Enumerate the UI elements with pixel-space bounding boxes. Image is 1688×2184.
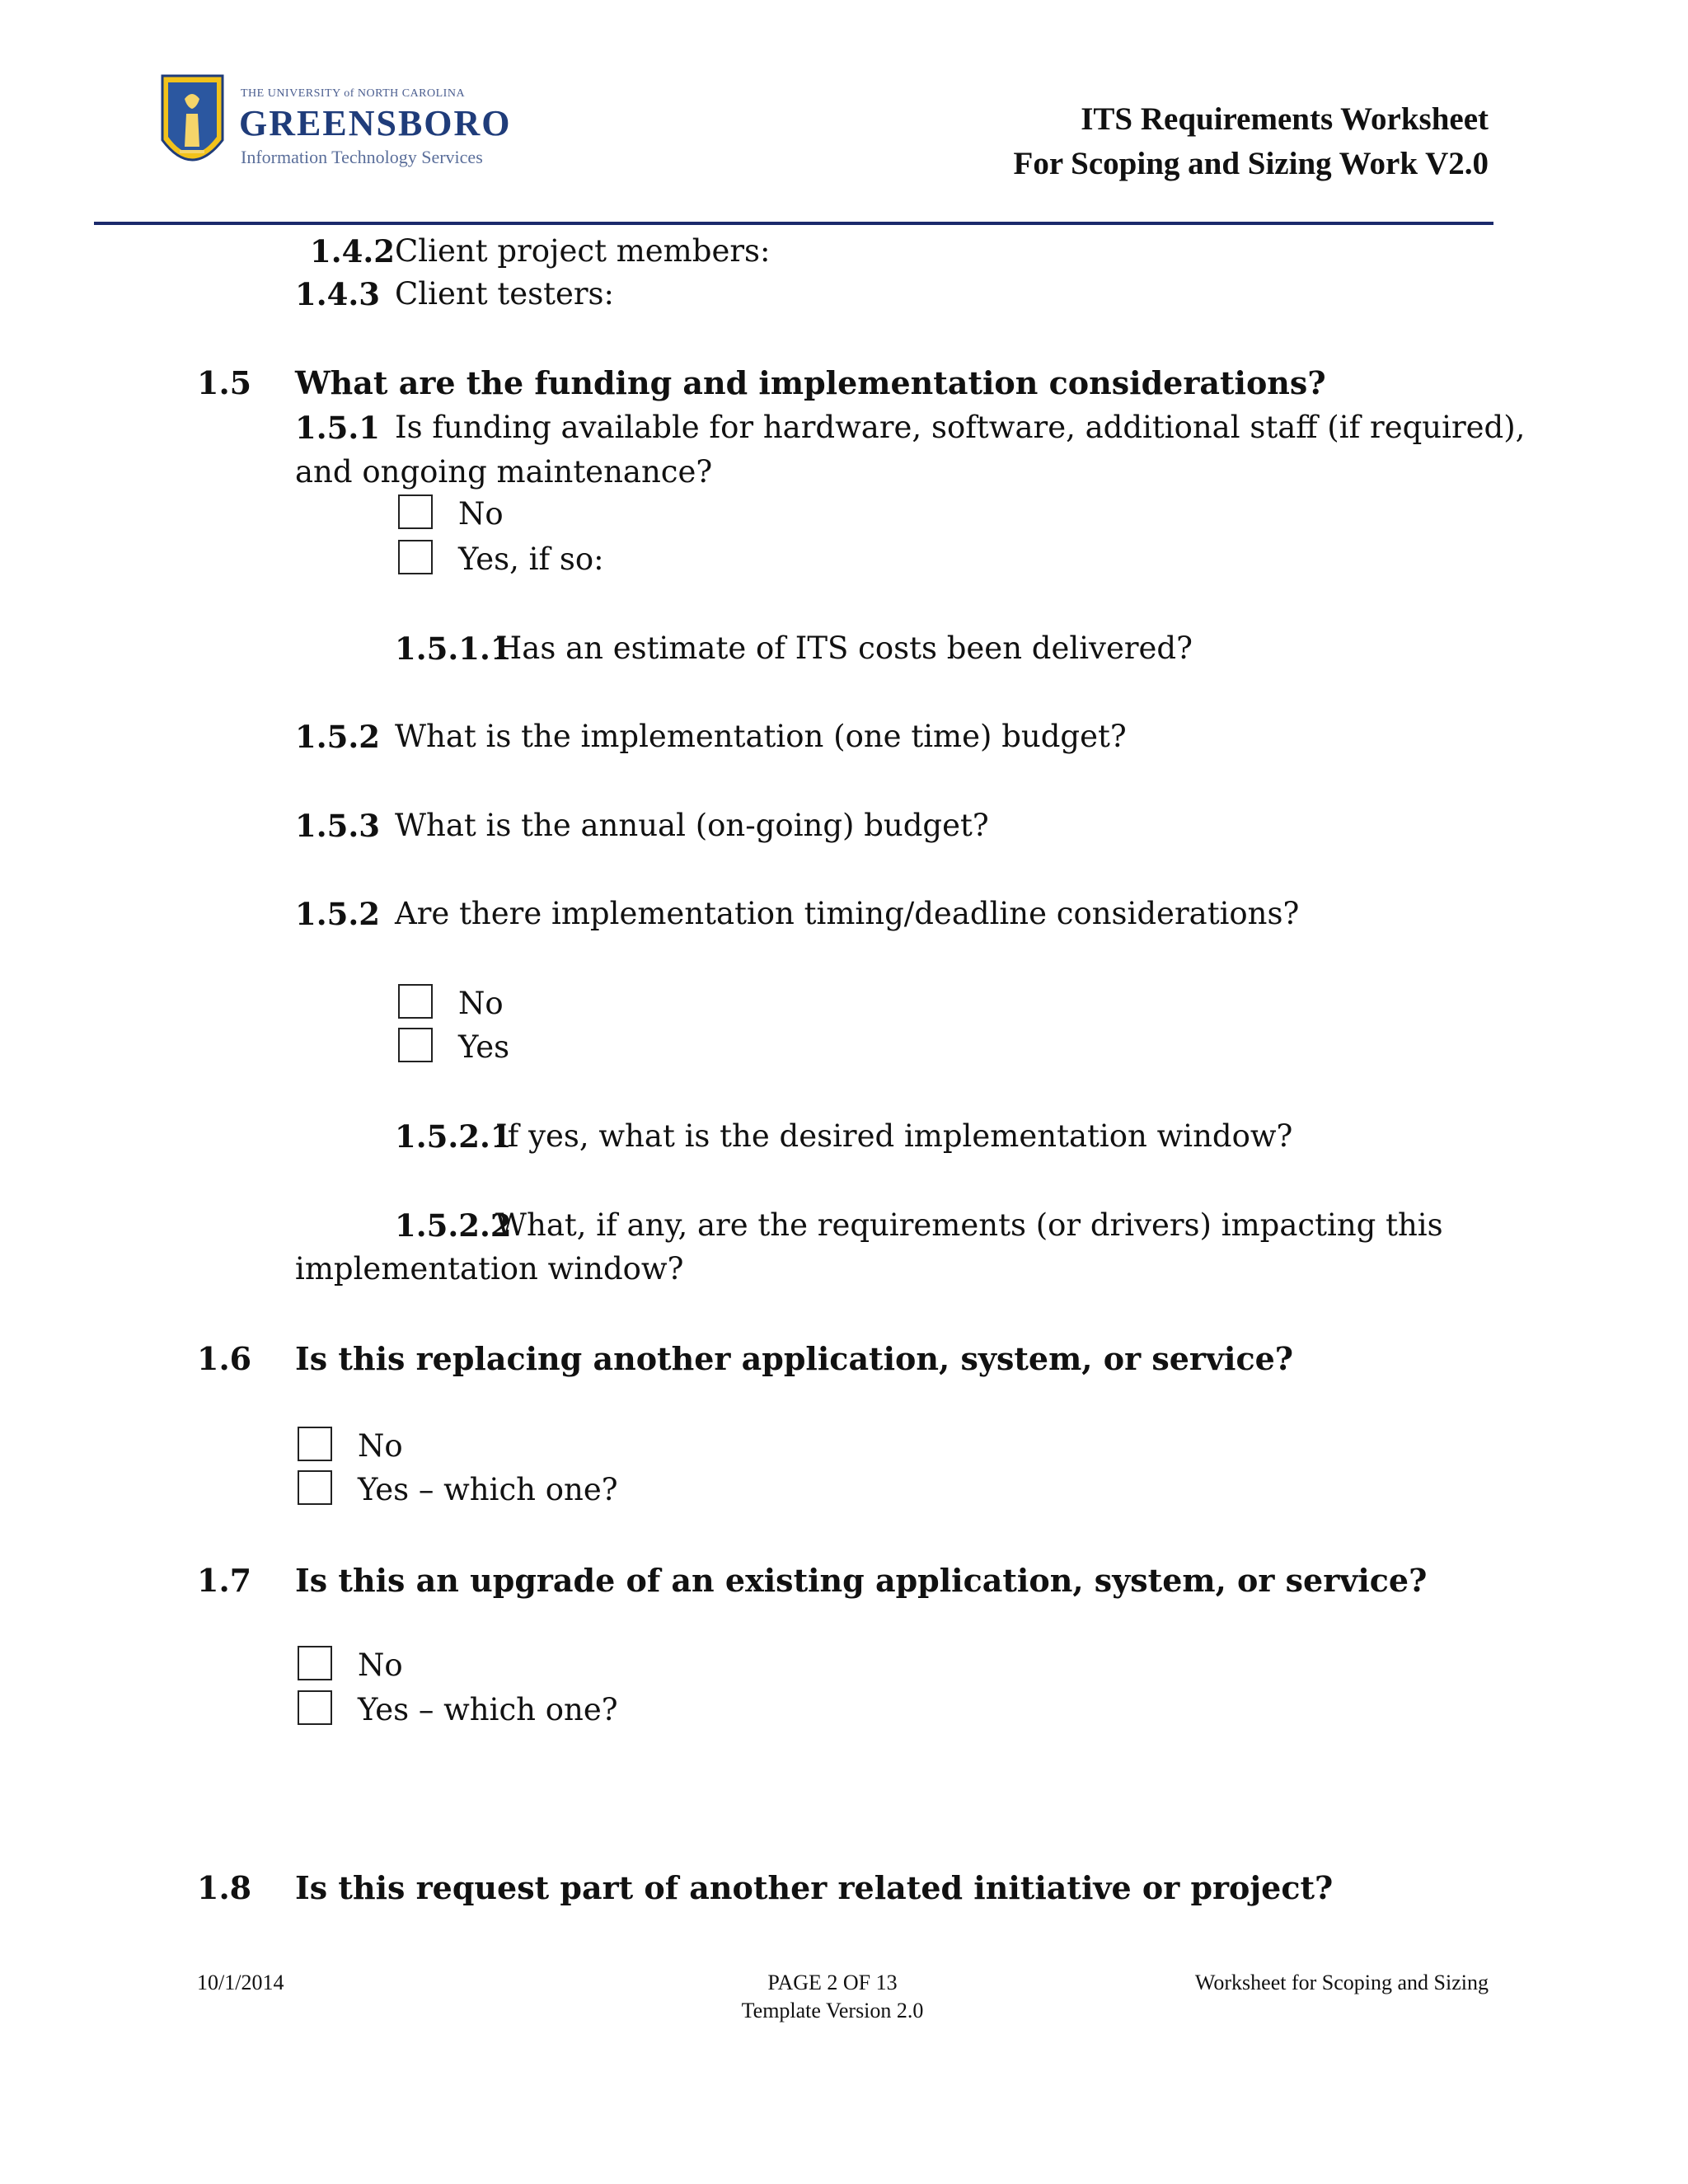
- item-number: 1.5.2: [295, 719, 380, 755]
- uncg-its-logo: [158, 66, 513, 190]
- header-title-line2: For Scoping and Sizing Work V2.0: [1013, 146, 1489, 181]
- item-text: If yes, what is the desired implementation window?: [495, 1118, 1293, 1154]
- header-title-line1: ITS Requirements Worksheet: [1081, 101, 1489, 137]
- upgrade-yes-checkbox[interactable]: [298, 1690, 332, 1725]
- item-number: 1.4.2: [310, 233, 395, 269]
- option-label: Yes, if so:: [458, 541, 604, 577]
- logo-university-line: THE UNIVERSITY of NORTH CAROLINA: [241, 87, 466, 100]
- item-text: Are there implementation timing/deadline considerations?: [395, 896, 1300, 931]
- logo-greensboro: GREENSBORO: [239, 103, 512, 143]
- footer-doc-title: Worksheet for Scoping and Sizing: [1194, 1971, 1489, 1994]
- item-text: What is the implementation (one time) budget?: [395, 719, 1127, 754]
- timing-yes-checkbox[interactable]: [398, 1028, 433, 1062]
- option-label: No: [458, 496, 504, 532]
- option-label: No: [358, 1647, 403, 1683]
- footer-date: 10/1/2014: [197, 1971, 284, 1994]
- item-number: 1.5.2: [295, 896, 380, 932]
- item-text-continued: implementation window?: [295, 1251, 684, 1286]
- item-text: Is funding available for hardware, software, additional staff (if required),: [395, 410, 1526, 445]
- item-number: 1.4.3: [295, 276, 380, 312]
- item-text: Client testers:: [395, 276, 614, 312]
- section-question: What are the funding and implementation considerations?: [295, 364, 1326, 401]
- footer-page-number: PAGE 2 OF 13: [767, 1971, 898, 1994]
- section-question: Is this request part of another related initiative or project?: [295, 1869, 1334, 1906]
- item-text: Has an estimate of ITS costs been delivered?: [495, 630, 1193, 666]
- section-question: Is this an upgrade of an existing application, system, or service?: [295, 1562, 1428, 1599]
- section-number: 1.7: [197, 1562, 252, 1599]
- header-rule: [94, 222, 1493, 225]
- replacing-no-checkbox[interactable]: [298, 1427, 332, 1461]
- replacing-yes-checkbox[interactable]: [298, 1470, 332, 1505]
- footer-template-version: Template Version 2.0: [741, 1999, 924, 2022]
- logo-its-line: Information Technology Services: [241, 147, 483, 167]
- item-text-continued: and ongoing maintenance?: [295, 454, 713, 490]
- section-number: 1.6: [197, 1340, 252, 1377]
- option-label: No: [458, 986, 504, 1021]
- upgrade-no-checkbox[interactable]: [298, 1646, 332, 1680]
- item-number: 1.5.1: [295, 410, 380, 446]
- option-label: Yes – which one?: [358, 1472, 618, 1507]
- option-label: Yes – which one?: [358, 1692, 618, 1727]
- item-number: 1.5.1.1: [395, 630, 512, 667]
- timing-no-checkbox[interactable]: [398, 984, 433, 1019]
- item-number: 1.5.3: [295, 808, 380, 844]
- item-text: What, if any, are the requirements (or drivers) impacting this: [495, 1207, 1443, 1243]
- section-number: 1.8: [197, 1869, 252, 1906]
- item-text: Client project members:: [395, 233, 771, 269]
- funding-no-checkbox[interactable]: [398, 494, 433, 529]
- section-number: 1.5: [197, 364, 252, 401]
- item-text: What is the annual (on-going) budget?: [395, 808, 989, 843]
- item-number: 1.5.2.1: [395, 1118, 512, 1155]
- item-number: 1.5.2.2: [395, 1207, 512, 1244]
- funding-yes-checkbox[interactable]: [398, 540, 433, 574]
- option-label: Yes: [458, 1029, 510, 1065]
- option-label: No: [358, 1428, 403, 1464]
- section-question: Is this replacing another application, system, or service?: [295, 1340, 1294, 1377]
